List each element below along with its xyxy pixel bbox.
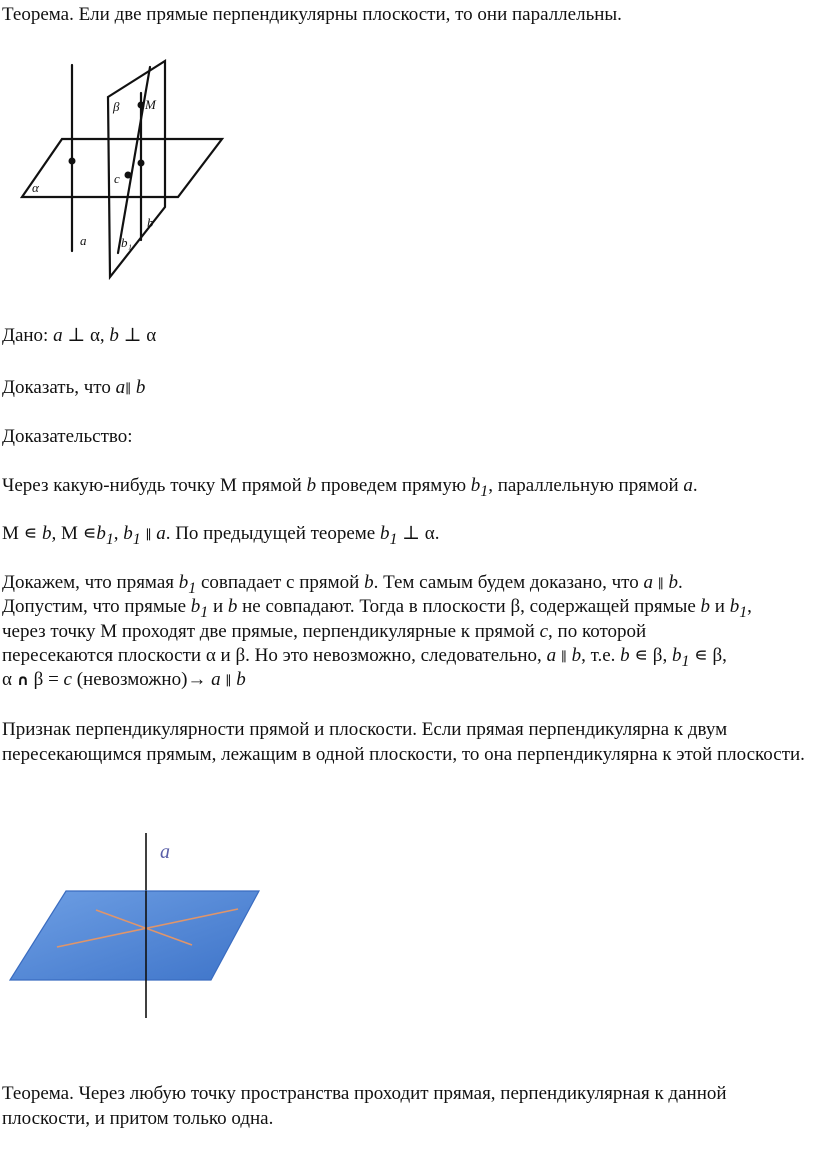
- proof-step-3-line-3: [2, 620, 646, 644]
- s2-t2: М ∊: [61, 523, 97, 544]
- s2-t5: . По предыдущей теореме: [165, 523, 376, 544]
- label-c: c: [114, 171, 120, 186]
- s3-l1a: Докажем, что прямая: [2, 572, 175, 593]
- s3-l2g: и: [714, 596, 725, 617]
- s2-sub3: 1: [389, 530, 398, 548]
- s3-l5e: a: [211, 669, 221, 690]
- s3-l1b: b: [178, 572, 189, 593]
- given-a: a: [53, 325, 63, 346]
- s2-t6: ⊥ α.: [402, 523, 440, 544]
- given-b: b: [109, 325, 119, 346]
- s3-l4a: пересекаются плоскости α и β. Но это невозможно, следовательно,: [2, 645, 542, 666]
- s3-l2s2: 1: [739, 603, 748, 621]
- s3-l5c: c: [63, 669, 72, 690]
- s1-t1: Через какую-нибудь точку М прямой: [2, 475, 302, 496]
- s3-l5a: α: [2, 669, 12, 690]
- s3-l1s: 1: [188, 579, 197, 597]
- s2-b: b,: [42, 523, 57, 544]
- s2-t3: ,: [113, 523, 119, 544]
- s1-a: a: [683, 475, 693, 496]
- given-prefix: Дано:: [2, 325, 49, 346]
- s3-l3c: , по которой: [548, 621, 647, 642]
- plane-alpha: [22, 139, 222, 197]
- s3-l1i: .: [677, 572, 683, 593]
- proof-step-1: [2, 474, 698, 504]
- s1-t2: проведем прямую: [320, 475, 467, 496]
- s3-l5g: b: [236, 669, 246, 690]
- s2-a: a: [156, 523, 166, 544]
- s3-l2a: Допустим, что прямые: [2, 596, 187, 617]
- s3-l2i: ,: [747, 596, 752, 617]
- s2-t4: ∥: [145, 527, 152, 542]
- label-b1: b₁: [121, 235, 133, 250]
- s2-b1b: b: [123, 523, 133, 544]
- perpendicularity-criterion: Признак перпендикулярности прямой и плоскости. Если прямая перпендикулярна к двум пересекающимся прямым, лежащим в одной плоскости, то она перпендикулярна к этой плоскости.: [2, 719, 805, 765]
- s3-l2c: и: [212, 596, 224, 617]
- s3-l4e: , т.е.: [581, 645, 616, 666]
- s3-l4c: ∥: [560, 649, 567, 664]
- s2-t1: М ∊: [2, 523, 38, 544]
- label-a: a: [160, 841, 170, 863]
- s3-l1g: ∥: [657, 576, 664, 591]
- label-b: b: [147, 215, 154, 230]
- s3-l4g: ∊ β,: [634, 645, 668, 666]
- given-perp2: ⊥ α: [123, 325, 157, 346]
- s3-l2f: b: [700, 596, 711, 617]
- s3-l3b: c: [539, 621, 549, 642]
- s1-sub1: 1: [480, 482, 489, 500]
- s3-l1d: b: [364, 572, 374, 593]
- s2-sub1: 1: [105, 530, 114, 548]
- s1-b: b: [306, 475, 317, 496]
- s3-l1h: b: [668, 572, 678, 593]
- s3-l5f: ∥: [225, 673, 232, 688]
- s3-l2e: не совпадают. Тогда в плоскости β, содержащей прямые: [242, 596, 696, 617]
- s3-l4h: b: [671, 645, 682, 666]
- point-M: [138, 102, 145, 109]
- s3-l3a: через точку М проходят две прямые, перпендикулярные к прямой: [2, 621, 535, 642]
- s3-l4f: b: [620, 645, 630, 666]
- s3-l4d: b: [571, 645, 582, 666]
- s1-b1: b: [470, 475, 481, 496]
- s3-l4i: ∊ β,: [694, 645, 727, 666]
- s3-l1f: a: [643, 572, 653, 593]
- intersection-symbol: ∩: [16, 671, 29, 689]
- label-beta: β: [113, 99, 120, 114]
- s2-sub2: 1: [132, 530, 141, 548]
- proof-step-3-line-5: [2, 668, 246, 693]
- s3-l4s: 1: [681, 652, 690, 670]
- theorem-1-text: Теорема. Ели две прямые перпендикулярны плоскости, то они параллельны.: [2, 4, 622, 25]
- s3-l2d: b: [227, 596, 238, 617]
- s3-l1c: совпадает с прямой: [200, 572, 360, 593]
- point-on-a: [69, 158, 76, 165]
- prove-prefix: Доказать, что: [2, 377, 111, 398]
- plane: [10, 891, 259, 980]
- s3-l2h: b: [729, 596, 740, 617]
- figure-line-perpendicular-plane: [0, 825, 280, 1025]
- s1-t4: .: [692, 475, 698, 496]
- prove-line: [2, 376, 145, 401]
- s3-l5b: β =: [33, 669, 59, 690]
- s2-b1: b: [96, 523, 106, 544]
- given-line: [2, 324, 156, 348]
- label-M: M: [145, 97, 156, 112]
- s3-l5d: (невозможно)→: [76, 669, 207, 690]
- prove-parallel: ∥: [125, 381, 132, 396]
- label-a: a: [80, 233, 87, 248]
- point-b-alpha: [138, 160, 145, 167]
- prove-a: a: [115, 377, 126, 398]
- s3-l1e: . Тем самым будем доказано, что: [373, 572, 639, 593]
- figure-perpendicular-lines: [0, 55, 260, 295]
- s1-t3: , параллельную прямой: [488, 475, 679, 496]
- plane-beta: [108, 61, 165, 277]
- s3-l2b: b: [190, 596, 201, 617]
- proof-step-2: [2, 522, 439, 552]
- s2-b1c: b: [379, 523, 390, 544]
- given-perp1: ⊥ α,: [67, 325, 105, 346]
- line-b1: [118, 67, 150, 253]
- label-alpha: α: [32, 180, 39, 195]
- prove-b: b: [135, 377, 146, 398]
- theorem-2-text: Теорема. Через любую точку пространства проходит прямая, перпендикулярная к данной плоскости, и притом только одна.: [2, 1083, 727, 1129]
- point-c: [125, 172, 132, 179]
- proof-title: Доказательство:: [2, 426, 133, 447]
- s3-l4b: a: [546, 645, 557, 666]
- s3-l2s: 1: [200, 603, 209, 621]
